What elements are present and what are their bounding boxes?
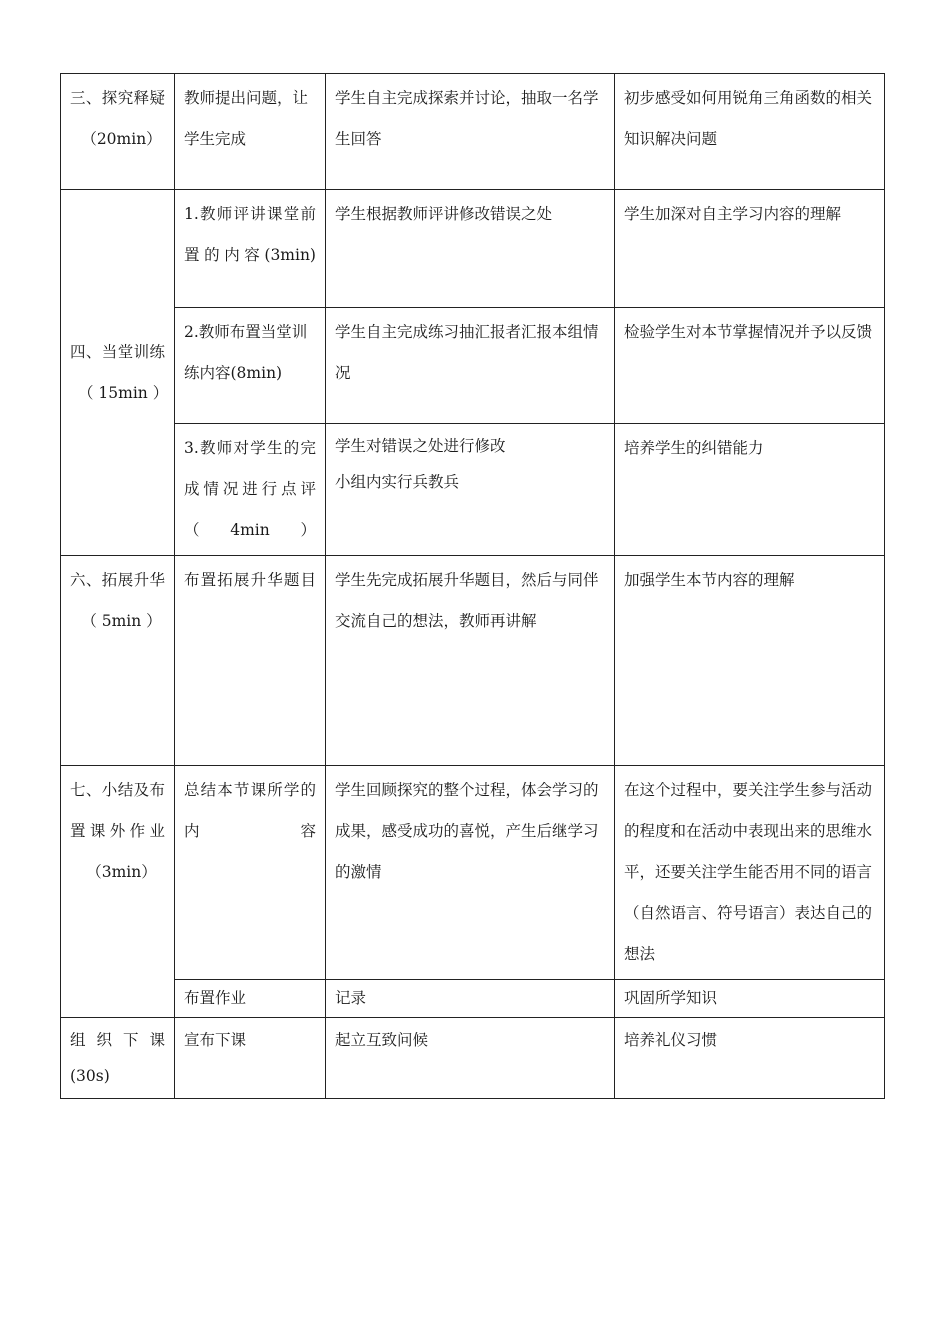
table-row	[61, 190, 885, 308]
table-row	[61, 980, 885, 1018]
student-activity: 学生回顾探究的整个过程，体会学习的成果，感受成功的喜悦，产生后继学习的激情	[335, 781, 599, 881]
design-purpose: 在这个过程中，要关注学生参与活动的程度和在活动中表现出来的思维水平，还要关注学生能否用不同的语言（自然语言、符号语言）表达自己的想法	[624, 781, 873, 963]
stage-cell	[61, 556, 175, 766]
design-purpose-cell	[615, 980, 885, 1018]
design-purpose-cell	[615, 74, 885, 190]
stage-cell	[61, 74, 175, 190]
teacher-activity: 教师提出问题，让学生完成	[184, 89, 309, 148]
stage-title: 六、拓展升华	[70, 571, 165, 589]
student-activity-cell	[326, 74, 615, 190]
teacher-activity-cell	[175, 1018, 326, 1099]
student-activity-cell	[326, 424, 615, 556]
teacher-activity-cell	[175, 424, 326, 556]
table-row	[61, 74, 885, 190]
table-row	[61, 556, 885, 766]
stage-time: （20min）	[81, 130, 162, 148]
table-row	[61, 424, 885, 556]
stage-title: 四、当堂训练	[70, 342, 165, 361]
design-purpose: 检验学生对本节掌握情况并予以反馈	[624, 323, 873, 341]
design-purpose: 巩固所学知识	[624, 989, 718, 1007]
teacher-activity-cell	[175, 766, 326, 980]
teacher-activity: 3.教师对学生的完成情况进行点评（4min）	[184, 439, 316, 539]
design-purpose: 培养学生的纠错能力	[624, 439, 764, 457]
design-purpose: 学生加深对自主学习内容的理解	[624, 205, 842, 223]
design-purpose-cell	[615, 190, 885, 308]
teacher-activity: 布置拓展升华题目	[184, 571, 316, 589]
teacher-activity-cell	[175, 190, 326, 308]
teacher-activity-cell	[175, 308, 326, 424]
teacher-activity: 布置作业	[184, 989, 247, 1007]
lesson-plan-table	[60, 73, 885, 1099]
design-purpose: 加强学生本节内容的理解	[624, 571, 795, 589]
table-row	[61, 308, 885, 424]
teacher-activity-cell	[175, 980, 326, 1018]
teacher-activity-cell	[175, 74, 326, 190]
table-row	[61, 766, 885, 980]
student-activity-note: 小组内实行兵教兵	[335, 473, 460, 491]
student-activity-cell	[326, 980, 615, 1018]
design-purpose-cell	[615, 556, 885, 766]
stage-time: (30s)	[70, 1067, 110, 1085]
stage-title: 三、探究释疑	[70, 89, 165, 107]
student-activity: 学生对错误之处进行修改	[335, 437, 506, 455]
design-purpose-cell	[615, 424, 885, 556]
stage-title: 七、小结及布置课外作业	[70, 781, 165, 840]
teacher-activity: 2.教师布置当堂训练内容(8min)	[184, 323, 308, 382]
student-activity-cell	[326, 190, 615, 308]
design-purpose-cell	[615, 1018, 885, 1099]
design-purpose: 初步感受如何用锐角三角函数的相关知识解决问题	[624, 89, 873, 148]
teacher-activity-cell	[175, 556, 326, 766]
teacher-activity: 1.教师评讲课堂前置的内容(3min)	[184, 205, 316, 264]
student-activity-cell	[326, 1018, 615, 1099]
student-activity-cell	[326, 308, 615, 424]
stage-title: 组织下课	[70, 1031, 165, 1049]
stage-cell	[61, 1018, 175, 1099]
design-purpose: 培养礼仪习惯	[624, 1031, 718, 1049]
stage-time: （3min）	[86, 863, 157, 881]
stage-cell	[61, 766, 175, 1018]
student-activity: 起立互致问候	[335, 1031, 429, 1049]
student-activity: 学生自主完成探索并讨论，抽取一名学生回答	[335, 89, 599, 148]
stage-time: （ 15min ）	[78, 383, 169, 402]
student-activity: 记录	[335, 989, 367, 1007]
teacher-activity: 总结本节课所学的内容	[184, 781, 316, 840]
teacher-activity: 宣布下课	[184, 1031, 247, 1049]
student-activity-cell	[326, 556, 615, 766]
student-activity: 学生先完成拓展升华题目，然后与同伴交流自己的想法，教师再讲解	[335, 571, 599, 630]
design-purpose-cell	[615, 308, 885, 424]
student-activity: 学生自主完成练习抽汇报者汇报本组情况	[335, 323, 599, 382]
design-purpose-cell	[615, 766, 885, 980]
student-activity: 学生根据教师评讲修改错误之处	[335, 205, 553, 223]
stage-cell	[61, 190, 175, 556]
table-row	[61, 1018, 885, 1099]
stage-time: （ 5min ）	[81, 612, 162, 630]
student-activity-cell	[326, 766, 615, 980]
